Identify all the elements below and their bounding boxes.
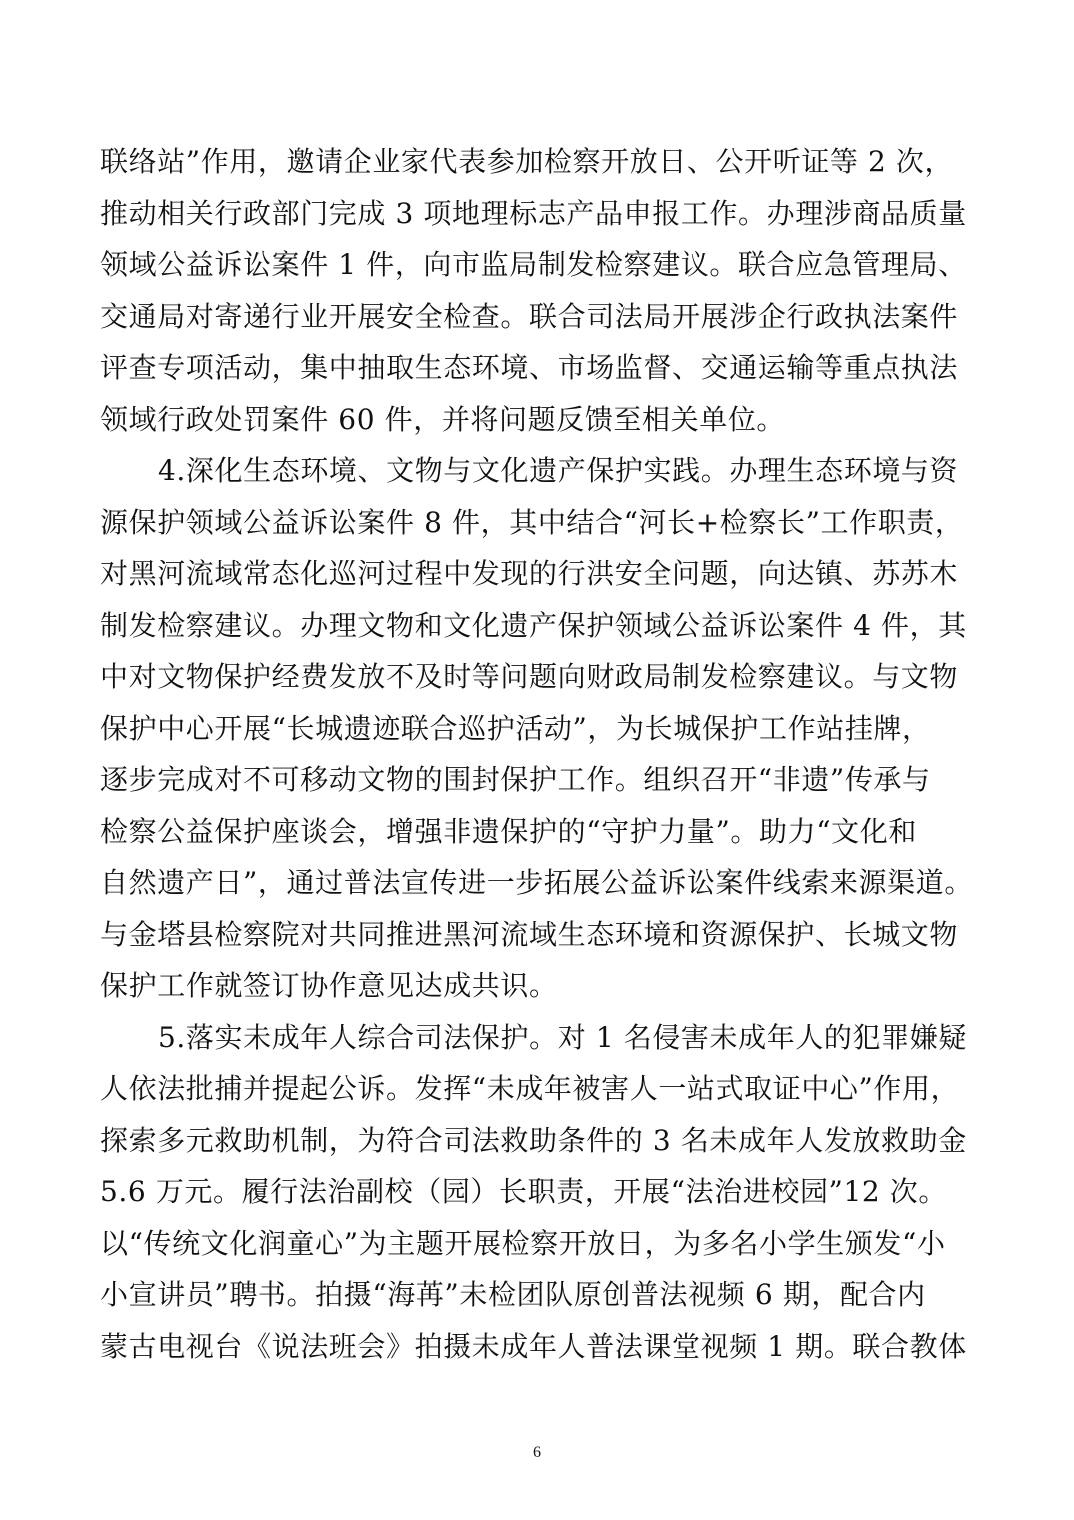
text-line: 小宣讲员”聘书。拍摄“海苒”未检团队原创普法视频 6 期，配合内 bbox=[100, 1278, 926, 1311]
text-line: 对黑河流域常态化巡河过程中发现的行洪安全问题，向达镇、苏苏木 bbox=[100, 557, 959, 590]
text-line: 5.6 万元。履行法治副校（园）长职责，开展“法治进校园”12 次。 bbox=[100, 1175, 947, 1208]
document-body bbox=[100, 136, 976, 1372]
text-line: 蒙古电视台《说法班会》拍摄未成年人普法课堂视频 1 期。联合教体 bbox=[100, 1329, 967, 1363]
text-line: 自然遗产日”，通过普法宣传进一步拓展公益诉讼案件线索来源渠道。 bbox=[100, 866, 973, 899]
text-line: 保护工作就签订协作意见达成共识。 bbox=[100, 969, 558, 1002]
section-heading-line: 4.深化生态环境、文物与文化遗产保护实践。办理生态环境与资 bbox=[158, 454, 959, 487]
text-line: 交通局对寄递行业开展安全检查。联合司法局开展涉企行政执法案件 bbox=[100, 299, 959, 333]
text-line: 领域公益诉讼案件 1 件，向市监局制发检察建议。联合应急管理局、 bbox=[100, 248, 967, 281]
section-heading-line: 5.落实未成年人综合司法保护。对 1 名侵害未成年人的犯罪嫌疑 bbox=[158, 1020, 967, 1054]
text-line: 推动相关行政部门完成 3 项地理标志产品申报工作。办理涉商品质量 bbox=[100, 196, 967, 230]
text-line: 评查专项活动，集中抽取生态环境、市场监督、交通运输等重点执法 bbox=[100, 351, 959, 384]
text-line: 人依法批捕并提起公诉。发挥“未成年被害人一站式取证中心”作用， bbox=[100, 1072, 960, 1105]
text-line: 制发检察建议。办理文物和文化遗产保护领域公益诉讼案件 4 件，其 bbox=[100, 608, 967, 642]
text-line: 探索多元救助机制，为符合司法救助条件的 3 名未成年人发放救助金 bbox=[100, 1123, 967, 1157]
text-line: 保护中心开展“长城遗迹联合巡护活动”，为长城保护工作站挂牌， bbox=[100, 711, 931, 745]
text-line: 中对文物保护经费发放不及时等问题向财政局制发检察建议。与文物 bbox=[100, 660, 959, 693]
text-line: 检察公益保护座谈会，增强非遗保护的“守护力量”。助力“文化和 bbox=[100, 814, 917, 848]
text-line: 以“传统文化润童心”为主题开展检察开放日，为多名小学生颁发“小 bbox=[100, 1226, 946, 1260]
text-line: 领域行政处罚案件 60 件，并将问题反馈至相关单位。 bbox=[100, 402, 786, 436]
page-number: 6 bbox=[533, 1444, 541, 1461]
text-line: 联络站”作用，邀请企业家代表参加检察开放日、公开听证等 2 次， bbox=[100, 145, 954, 178]
text-line: 逐步完成对不可移动文物的围封保护工作。组织召开“非遗”传承与 bbox=[100, 763, 931, 796]
text-line: 源保护领域公益诉讼案件 8 件，其中结合“河长+检察长”工作职责， bbox=[100, 505, 964, 539]
text-line: 与金塔县检察院对共同推进黑河流域生态环境和资源保护、长城文物 bbox=[100, 917, 959, 951]
